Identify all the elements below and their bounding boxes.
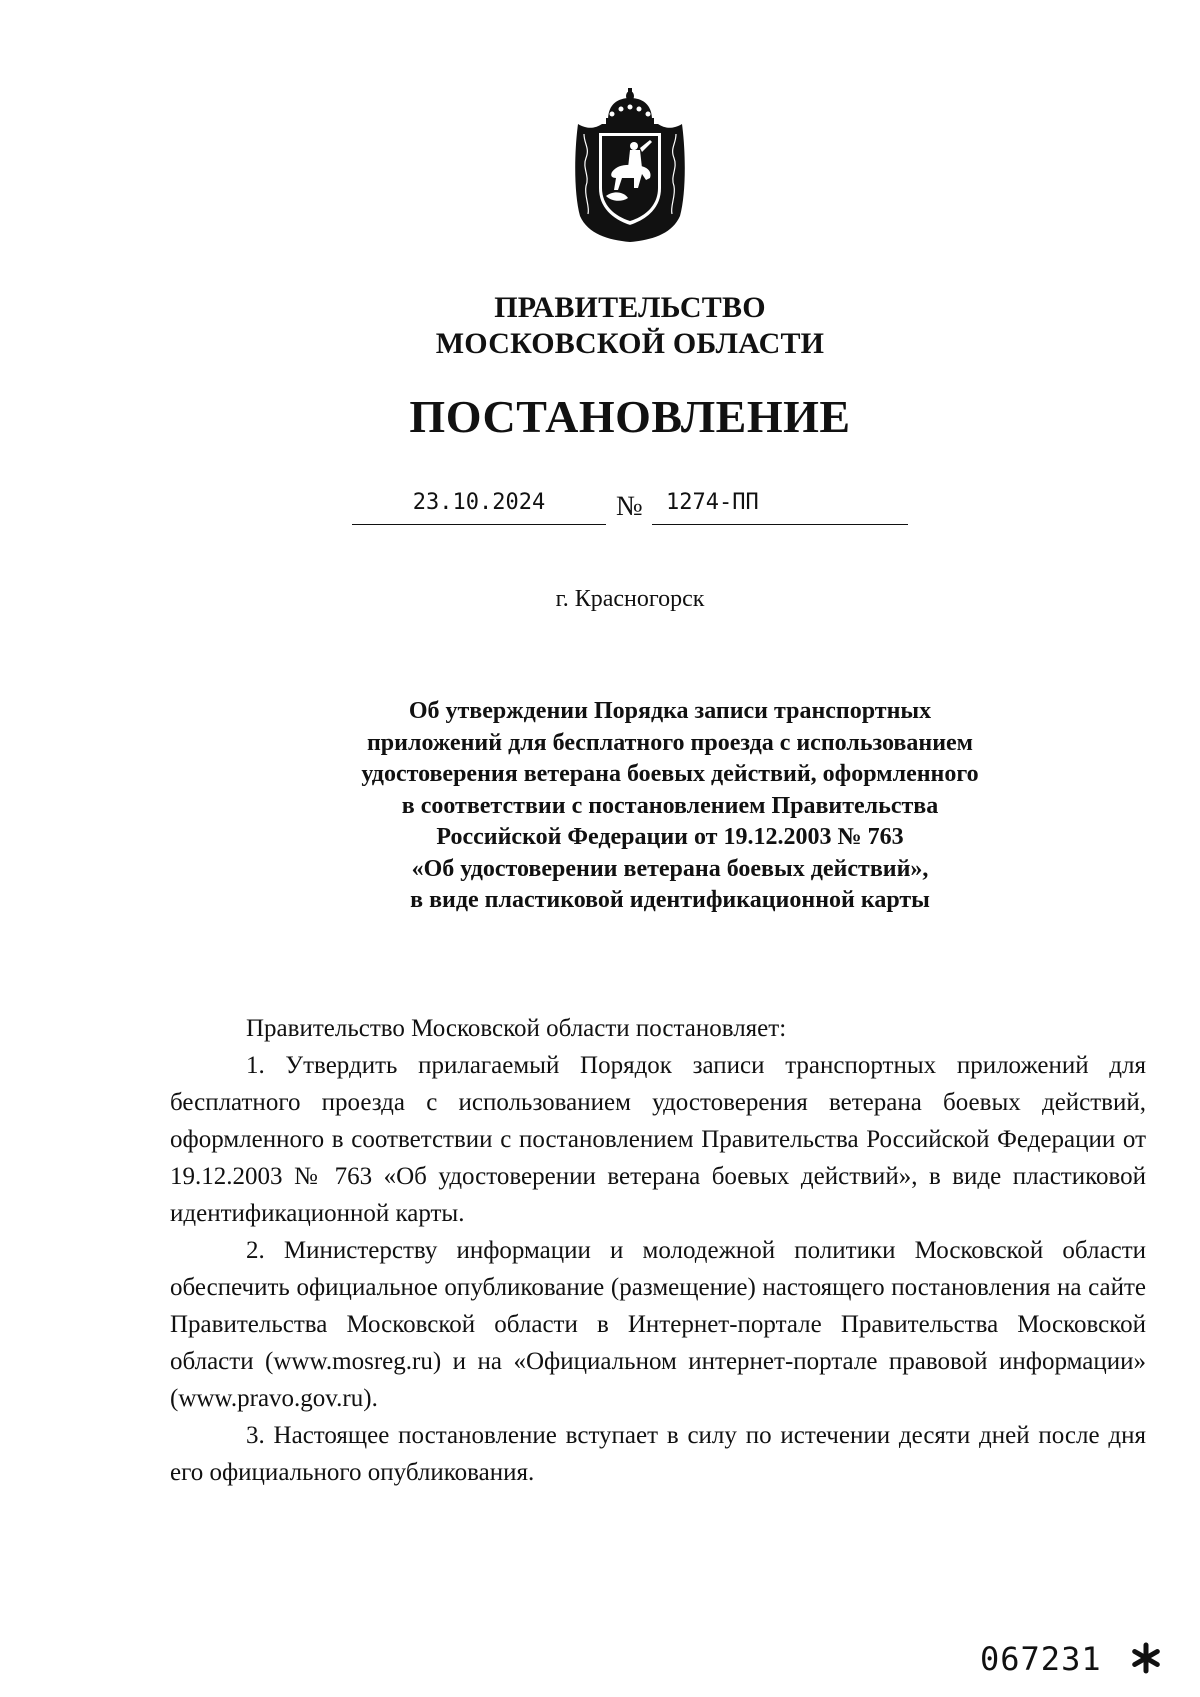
org-name-line1: ПРАВИТЕЛЬСТВО (494, 291, 766, 324)
title-line: удостоверения ветерана боевых действий, оформленного (361, 761, 979, 787)
document-type-title: ПОСТАНОВЛЕНИЕ (409, 391, 851, 442)
body-paragraph-2: 2. Министерству информации и молодежной политики Московской области обеспечить официальное опубликование (размещение) настоящего постановления на сайте Правительства Московской области в Интернет-портале Правительства Московской области (www.mosreg.ru) и на «Официальном интернет-портале правовой информации» (www.pravo.gov.ru). (170, 1237, 1146, 1412)
title-line: в виде пластиковой идентификационной карты (410, 887, 930, 913)
title-line: в соответствии с постановлением Правительства (401, 792, 939, 819)
city-name: г. Красногорск (555, 586, 705, 612)
title-line: Об утверждении Порядка записи транспортных (408, 698, 932, 724)
coat-of-arms-icon (568, 84, 692, 244)
document-body (170, 1010, 1146, 1491)
org-name-line2: МОСКОВСКОЙ ОБЛАСТИ (435, 327, 825, 360)
number-sign: № (616, 491, 643, 522)
title-line: Российской Федерации от 19.12.2003 № 763 (436, 824, 904, 850)
body-paragraph-3: 3. Настоящее постановление вступает в силу по истечении десяти дней после дня его официального опубликования. (170, 1422, 1146, 1486)
body-lead-paragraph: Правительство Московской области постановляет: (246, 1015, 787, 1042)
title-line: приложений для бесплатного проезда с использованием (366, 729, 974, 756)
body-paragraph-1: 1. Утвердить прилагаемый Порядок записи транспортных приложений для бесплатного проезда с использованием удостоверения ветерана боевых действий, оформленного в соответствии с постановлением Правительства Российской Федерации от 19.12.2003 № 763 «Об удостоверении ветерана боевых действий», в виде пластиковой идентификационной карты. (170, 1052, 1146, 1227)
title-line: «Об удостоверении ветерана боевых действий», (411, 855, 929, 882)
document-subject-title (280, 696, 1060, 917)
asterisk-icon (1130, 1642, 1162, 1674)
document-number: 1274-ПП (652, 486, 908, 525)
document-date: 23.10.2024 (352, 486, 606, 525)
form-serial-number: 067231 (980, 1640, 1102, 1678)
